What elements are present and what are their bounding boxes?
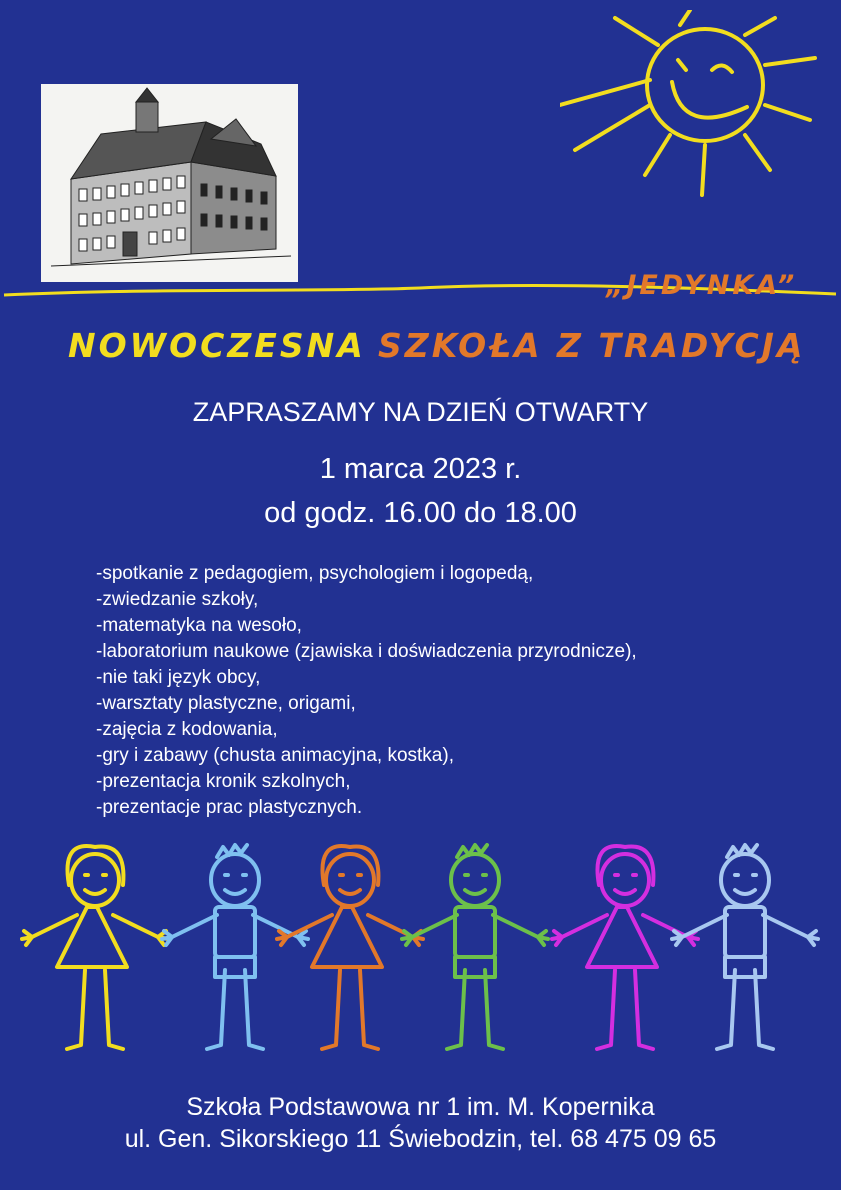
event-date: 1 marca 2023 r.	[319, 453, 522, 485]
list-item: -nie taki język obcy,	[96, 667, 261, 688]
event-hours: od godz. 16.00 do 18.00	[264, 497, 577, 529]
slogan-tradition: SZKOŁA Z TRADYCJĄ	[378, 326, 806, 365]
school-building-icon	[41, 84, 298, 282]
school-building-image	[41, 84, 298, 282]
child-figure	[162, 845, 308, 1049]
school-name: Szkoła Podstawowa nr 1 im. M. Kopernika	[186, 1093, 655, 1121]
list-item: -zwiedzanie szkoły,	[96, 589, 259, 610]
list-item: -gry i zabawy (chusta animacyjna, kostka),	[96, 745, 454, 766]
activities-list	[96, 561, 637, 821]
list-item: -zajęcia z kodowania,	[96, 719, 278, 740]
invitation-title: ZAPRASZAMY NA DZIEŃ OTWARTY	[192, 397, 649, 427]
list-item: -matematyka na wesoło,	[96, 615, 302, 636]
sun-icon	[560, 10, 830, 200]
school-address: ul. Gen. Sikorskiego 11 Świebodzin, tel. 68 475 09 65	[124, 1125, 717, 1153]
school-nickname: „JEDYNKA”	[606, 270, 798, 301]
list-item: -laboratorium naukowe (zjawiska i doświadczenia przyrodnicze),	[96, 641, 637, 662]
child-figure	[672, 845, 818, 1049]
child-figure	[552, 846, 698, 1049]
list-item: -warsztaty plastyczne, origami,	[96, 693, 356, 714]
list-item: -spotkanie z pedagogiem, psychologiem i logopedą,	[96, 563, 534, 584]
children-drawing	[0, 835, 841, 1065]
list-item: -prezentacje prac plastycznych.	[96, 797, 363, 818]
list-item: -prezentacja kronik szkolnych,	[96, 771, 351, 792]
child-figure	[22, 846, 168, 1049]
child-figure	[277, 846, 423, 1049]
slogan-modern: NOWOCZESNA	[68, 326, 366, 365]
child-figure	[402, 845, 548, 1049]
